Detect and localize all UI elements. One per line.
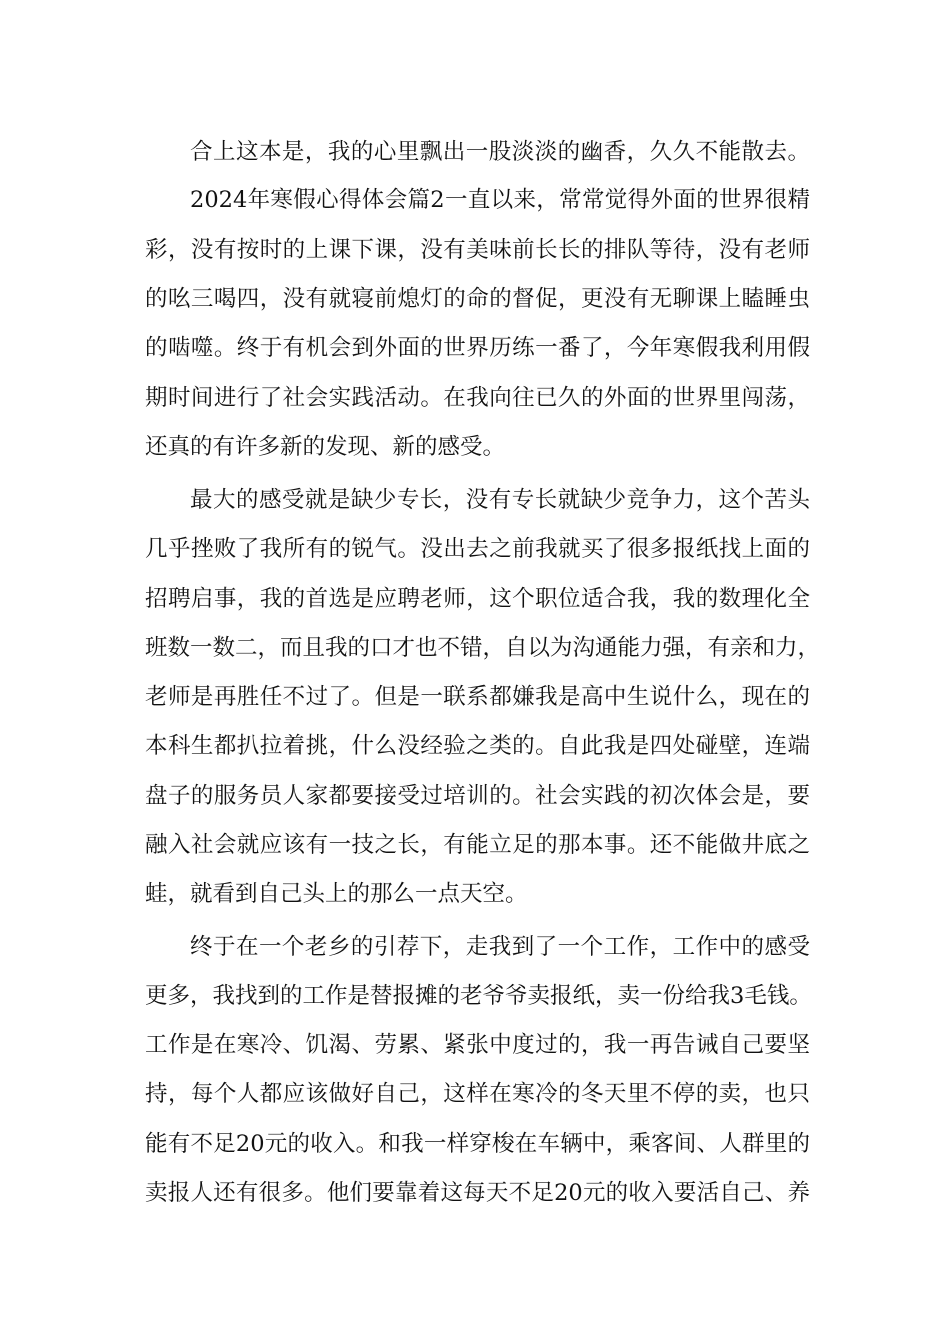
paragraph-line: 期时间进行了社会实践活动。在我向往已久的外面的世界里闯荡， [145, 385, 810, 411]
paragraph-line: 的啮噬。终于有机会到外面的世界历练一番了，今年寒假我利用假 [145, 335, 810, 361]
paragraph-line: 2024年寒假心得体会篇2一直以来，常常觉得外面的世界很精 [190, 187, 810, 213]
paragraph-line: 更多，我找到的工作是替报摊的老爷爷卖报纸，卖一份给我3毛钱。 [145, 983, 812, 1009]
paragraph-line: 融入社会就应该有一技之长，有能立足的那本事。还不能做井底之 [145, 832, 810, 858]
paragraph-line: 招聘启事，我的首选是应聘老师，这个职位适合我，我的数理化全 [145, 586, 810, 612]
paragraph-line: 能有不足20元的收入。和我一样穿梭在车辆中，乘客间、人群里的 [145, 1131, 810, 1157]
paragraph-line: 几乎挫败了我所有的锐气。没出去之前我就买了很多报纸找上面的 [145, 536, 810, 562]
paragraph-line: 还真的有许多新的发现、新的感受。 [145, 434, 506, 460]
paragraph-line: 老师是再胜任不过了。但是一联系都嫌我是高中生说什么，现在的 [145, 684, 810, 710]
paragraph-line: 蛙，就看到自己头上的那么一点天空。 [145, 881, 528, 907]
paragraph-line: 持，每个人都应该做好自己，这样在寒冷的冬天里不停的卖，也只 [145, 1081, 810, 1107]
paragraph-line: 的吆三喝四，没有就寝前熄灯的命的督促，更没有无聊课上瞌睡虫 [145, 286, 810, 312]
paragraph-line: 盘子的服务员人家都要接受过培训的。社会实践的初次体会是，要 [145, 783, 810, 809]
paragraph-line: 本科生都扒拉着挑，什么没经验之类的。自此我是四处碰壁，连端 [145, 733, 810, 759]
paragraph-line: 终于在一个老乡的引荐下，走我到了一个工作，工作中的感受 [190, 934, 810, 960]
paragraph-line: 合上这本是，我的心里飘出一股淡淡的幽香，久久不能散去。 [190, 139, 810, 165]
paragraph-line: 彩，没有按时的上课下课，没有美味前长长的排队等待，没有老师 [145, 237, 810, 263]
paragraph-line: 最大的感受就是缺少专长，没有专长就缺少竞争力，这个苦头 [190, 487, 810, 513]
paragraph-line: 卖报人还有很多。他们要靠着这每天不足20元的收入要活自己、养 [145, 1180, 810, 1206]
paragraph-line: 工作是在寒冷、饥渴、劳累、紧张中度过的，我一再告诫自己要坚 [145, 1032, 810, 1058]
paragraph-line: 班数一数二，而且我的口才也不错，自以为沟通能力强，有亲和力， [145, 635, 821, 661]
